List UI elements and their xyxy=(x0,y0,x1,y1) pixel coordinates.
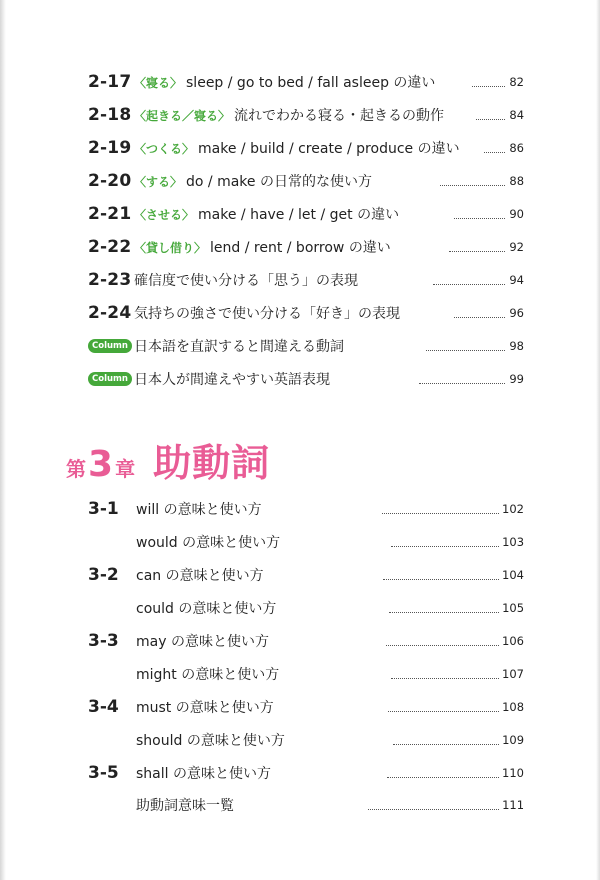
dot-leader xyxy=(449,250,505,252)
entry-title: can の意味と使い方 xyxy=(136,568,264,584)
entry-number: 2-18 xyxy=(88,105,132,125)
toc-entry[interactable] xyxy=(88,695,524,719)
dot-leader xyxy=(393,743,499,745)
entry-page: 90 xyxy=(509,207,524,221)
chapter-heading xyxy=(66,432,271,485)
entry-title: 日本人が間違えやすい英語表現 xyxy=(134,372,330,388)
entry-title: shall の意味と使い方 xyxy=(136,766,271,782)
entry-title: 気持ちの強さで使い分ける「好き」の表現 xyxy=(134,306,400,322)
entry-page: 96 xyxy=(509,306,524,320)
entry-page: 106 xyxy=(502,634,524,648)
page-edge-left xyxy=(0,0,6,880)
entry-title: 助動詞意味一覧 xyxy=(136,798,234,814)
toc-entry[interactable] xyxy=(88,202,524,226)
dot-leader xyxy=(440,184,505,186)
entry-tag: 〈寝る〉 xyxy=(134,75,183,90)
entry-title: make / build / create / produce の違い xyxy=(198,141,460,157)
entry-page: 108 xyxy=(502,700,525,714)
entry-number: 3-1 xyxy=(88,499,119,519)
dot-leader xyxy=(387,776,500,778)
entry-number: 3-5 xyxy=(88,763,119,783)
entry-page: 98 xyxy=(509,339,524,353)
entry-page: 102 xyxy=(502,502,524,516)
toc-entry[interactable] xyxy=(88,563,524,587)
dot-leader xyxy=(454,316,505,318)
entry-number: 2-21 xyxy=(88,204,132,224)
toc-entry[interactable] xyxy=(88,662,524,686)
toc-entry[interactable] xyxy=(88,793,524,817)
entry-page: 107 xyxy=(502,667,524,681)
chapter-title: 助動詞 xyxy=(153,441,271,485)
entry-title: do / make の日常的な使い方 xyxy=(186,174,372,190)
entry-number: 2-19 xyxy=(88,138,132,158)
dot-leader xyxy=(476,118,505,120)
dot-leader xyxy=(389,611,499,613)
entry-page: 111 xyxy=(502,798,525,812)
entry-page: 110 xyxy=(502,766,524,780)
entry-page: 94 xyxy=(509,273,524,287)
toc-entry[interactable] xyxy=(88,761,524,785)
dot-leader xyxy=(391,677,499,679)
dot-leader xyxy=(383,578,499,580)
dot-leader xyxy=(419,382,505,384)
entry-page: 104 xyxy=(502,568,524,582)
entry-title: 日本語を直訳すると間違える動詞 xyxy=(134,339,344,355)
toc-entry[interactable] xyxy=(88,136,524,160)
entry-tag: 〈起きる／寝る〉 xyxy=(134,108,231,123)
entry-title: sleep / go to bed / fall asleep の違い xyxy=(186,75,436,91)
page-edge-right xyxy=(596,0,600,880)
toc-entry[interactable] xyxy=(88,235,524,259)
entry-page: 109 xyxy=(502,733,525,747)
dot-leader xyxy=(433,283,505,285)
toc-entry[interactable] xyxy=(88,596,524,620)
entry-title: may の意味と使い方 xyxy=(136,634,269,650)
toc-entry[interactable] xyxy=(88,268,524,292)
entry-tag: 〈貸し借り〉 xyxy=(134,240,207,255)
entry-number: 2-24 xyxy=(88,303,132,323)
entry-title: will の意味と使い方 xyxy=(136,502,262,518)
toc-entry[interactable] xyxy=(88,728,524,752)
entry-number: 2-20 xyxy=(88,171,132,191)
dot-leader xyxy=(472,85,505,87)
entry-page: 99 xyxy=(509,372,524,386)
dot-leader xyxy=(484,151,505,153)
entry-title: might の意味と使い方 xyxy=(136,667,280,683)
entry-number: 2-23 xyxy=(88,270,132,290)
entry-number: 3-4 xyxy=(88,697,119,717)
entry-title: 確信度で使い分ける「思う」の表現 xyxy=(134,273,358,289)
entry-number: 2-17 xyxy=(88,72,132,92)
chapter-suffix: 章 xyxy=(115,457,136,481)
entry-title: 流れでわかる寝る・起きるの動作 xyxy=(234,108,445,124)
toc-entry-column[interactable] xyxy=(88,334,524,358)
toc-entry[interactable] xyxy=(88,530,524,554)
dot-leader xyxy=(386,644,500,646)
dot-leader xyxy=(454,217,505,219)
toc-entry[interactable] xyxy=(88,169,524,193)
dot-leader xyxy=(391,545,499,547)
column-badge: Column xyxy=(88,339,132,353)
entry-title: could の意味と使い方 xyxy=(136,601,277,617)
entry-title: make / have / let / get の違い xyxy=(198,207,400,223)
entry-title: lend / rent / borrow の違い xyxy=(210,240,391,256)
entry-title: would の意味と使い方 xyxy=(136,535,281,551)
entry-page: 86 xyxy=(509,141,524,155)
entry-tag: 〈つくる〉 xyxy=(134,141,195,156)
toc-entry[interactable] xyxy=(88,103,524,127)
entry-page: 92 xyxy=(509,240,524,254)
entry-tag: 〈させる〉 xyxy=(134,207,195,222)
toc-entry[interactable] xyxy=(88,301,524,325)
toc-entry[interactable] xyxy=(88,629,524,653)
entry-page: 88 xyxy=(509,174,525,188)
chapter-prefix: 第 xyxy=(66,457,86,481)
entry-page: 103 xyxy=(502,535,525,549)
dot-leader xyxy=(388,710,499,712)
toc-entry-column[interactable] xyxy=(88,367,524,391)
chapter-number: 3 xyxy=(88,444,114,485)
column-badge: Column xyxy=(88,372,132,386)
entry-tag: 〈する〉 xyxy=(134,174,183,189)
entry-number: 3-2 xyxy=(88,565,119,585)
entry-page: 84 xyxy=(509,108,525,122)
entry-title: should の意味と使い方 xyxy=(136,733,285,749)
entry-number: 2-22 xyxy=(88,237,132,257)
entry-title: must の意味と使い方 xyxy=(136,700,274,716)
dot-leader xyxy=(426,349,505,351)
entry-number: 3-3 xyxy=(88,631,119,651)
toc-entry[interactable] xyxy=(88,497,524,521)
entry-page: 105 xyxy=(502,601,525,615)
dot-leader xyxy=(368,808,499,810)
toc-entry[interactable] xyxy=(88,70,524,94)
entry-page: 82 xyxy=(509,75,524,89)
dot-leader xyxy=(382,512,499,514)
